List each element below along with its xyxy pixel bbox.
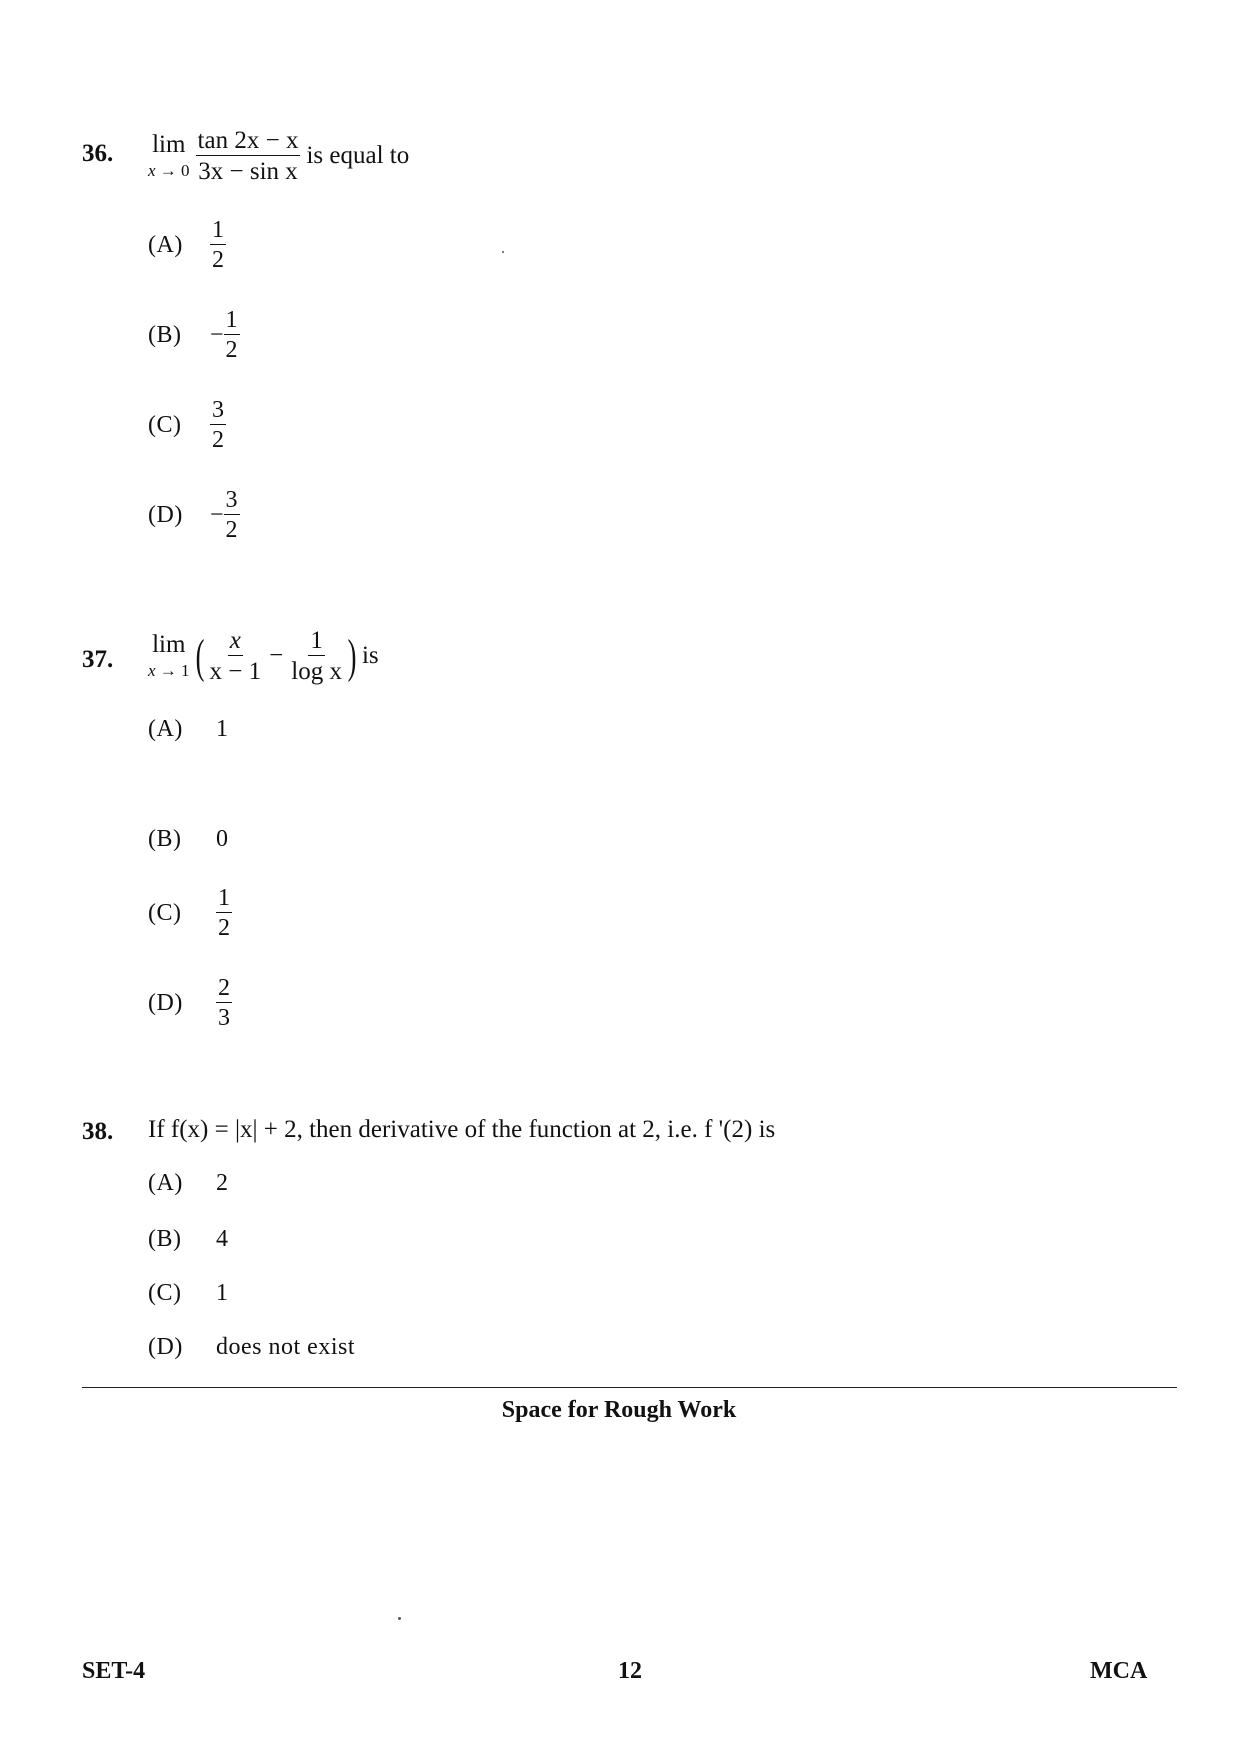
footer-page-number: 12 [618, 1658, 642, 1684]
fraction-numerator: 2 [218, 975, 230, 1001]
fraction-numerator: 3 [225, 487, 238, 513]
option-sign: − [210, 321, 224, 348]
lim-sub-to: 1 [181, 661, 190, 680]
option-label: (D) [148, 501, 183, 528]
fraction-numerator: tan 2x − x [197, 127, 299, 154]
option-label: (B) [148, 1226, 182, 1252]
option-label: (A) [148, 1170, 183, 1196]
option-fraction [216, 886, 232, 940]
option-label: (B) [148, 826, 182, 852]
option-label: (B) [148, 321, 182, 348]
option-text: 2 [216, 1170, 229, 1196]
speck [398, 1617, 401, 1620]
fraction-denominator: x − 1 [209, 658, 262, 685]
fraction-denominator: 2 [225, 517, 238, 543]
fraction-numerator: 1 [218, 885, 230, 911]
option-label: (C) [148, 1280, 182, 1306]
fraction-denominator: 2 [212, 427, 224, 453]
fraction-numerator: 1 [310, 627, 323, 654]
option-fraction [210, 218, 226, 272]
option-label: (A) [148, 716, 183, 742]
question-stem [148, 628, 379, 684]
option-fraction [224, 488, 240, 542]
footer-course-code: MCA [1090, 1658, 1148, 1684]
option-sign: − [210, 501, 224, 528]
option-a[interactable] [148, 716, 229, 743]
speck [502, 251, 504, 253]
right-paren-icon: ) [347, 629, 357, 683]
option-text: 1 [216, 1280, 229, 1306]
second-fraction [289, 628, 344, 684]
option-label: (C) [148, 411, 182, 438]
option-c[interactable] [148, 886, 232, 940]
option-d[interactable] [148, 488, 240, 542]
option-text: 1 [216, 716, 229, 742]
limit-operator [148, 131, 190, 181]
option-text: 0 [216, 826, 229, 852]
option-c[interactable] [148, 398, 226, 452]
lim-text: lim [152, 631, 186, 658]
stem-suffix: is [361, 642, 379, 669]
fraction-numerator: x [229, 627, 241, 654]
lim-sub-to: 0 [181, 161, 190, 180]
limit-fraction [196, 128, 301, 184]
first-fraction [208, 628, 264, 684]
lim-sub-arrow: → [159, 161, 177, 180]
question-stem [148, 128, 409, 184]
option-label: (D) [148, 989, 183, 1016]
option-a[interactable] [148, 1170, 229, 1197]
question-number: 37. [82, 646, 114, 673]
footer-set-code: SET-4 [82, 1658, 146, 1684]
stem-suffix: is equal to [306, 142, 410, 169]
option-label: (C) [148, 899, 182, 926]
option-fraction [216, 976, 232, 1030]
option-a[interactable] [148, 218, 226, 272]
fraction-denominator: 2 [218, 915, 230, 941]
option-d[interactable] [148, 1334, 355, 1361]
fraction-numerator: 1 [212, 217, 224, 243]
limit-operator [148, 631, 190, 681]
option-fraction [210, 398, 226, 452]
fraction-numerator: 1 [225, 307, 238, 333]
fraction-denominator: log x [291, 658, 342, 685]
question-number: 38. [82, 1118, 114, 1145]
fraction-denominator: 3x − sin x [198, 158, 298, 185]
minus-sign: − [269, 642, 284, 669]
rough-work-label: Space for Rough Work [501, 1397, 737, 1423]
fraction-numerator: 3 [212, 397, 224, 423]
lim-sub-var: x [148, 161, 156, 180]
option-d[interactable] [148, 976, 232, 1030]
option-b[interactable] [148, 826, 229, 853]
option-c[interactable] [148, 1280, 229, 1307]
option-fraction [224, 308, 240, 362]
lim-sub-arrow: → [159, 661, 177, 680]
question-number: 36. [82, 140, 114, 167]
option-b[interactable] [148, 1226, 229, 1253]
left-paren-icon: ( [195, 629, 204, 683]
option-b[interactable] [148, 308, 240, 362]
question-stem: If f(x) = |x| + 2, then derivative of the function at 2, i.e. f '(2) is [148, 1116, 776, 1143]
fraction-denominator: 3 [218, 1005, 230, 1031]
lim-text: lim [152, 131, 186, 158]
option-text: 4 [216, 1226, 229, 1252]
fraction-denominator: 2 [225, 337, 238, 363]
rough-work-divider [82, 1387, 1177, 1388]
option-text: does not exist [216, 1334, 355, 1360]
lim-sub-var: x [148, 661, 156, 680]
fraction-denominator: 2 [212, 247, 224, 273]
option-label: (A) [148, 231, 183, 258]
option-label: (D) [148, 1334, 183, 1360]
